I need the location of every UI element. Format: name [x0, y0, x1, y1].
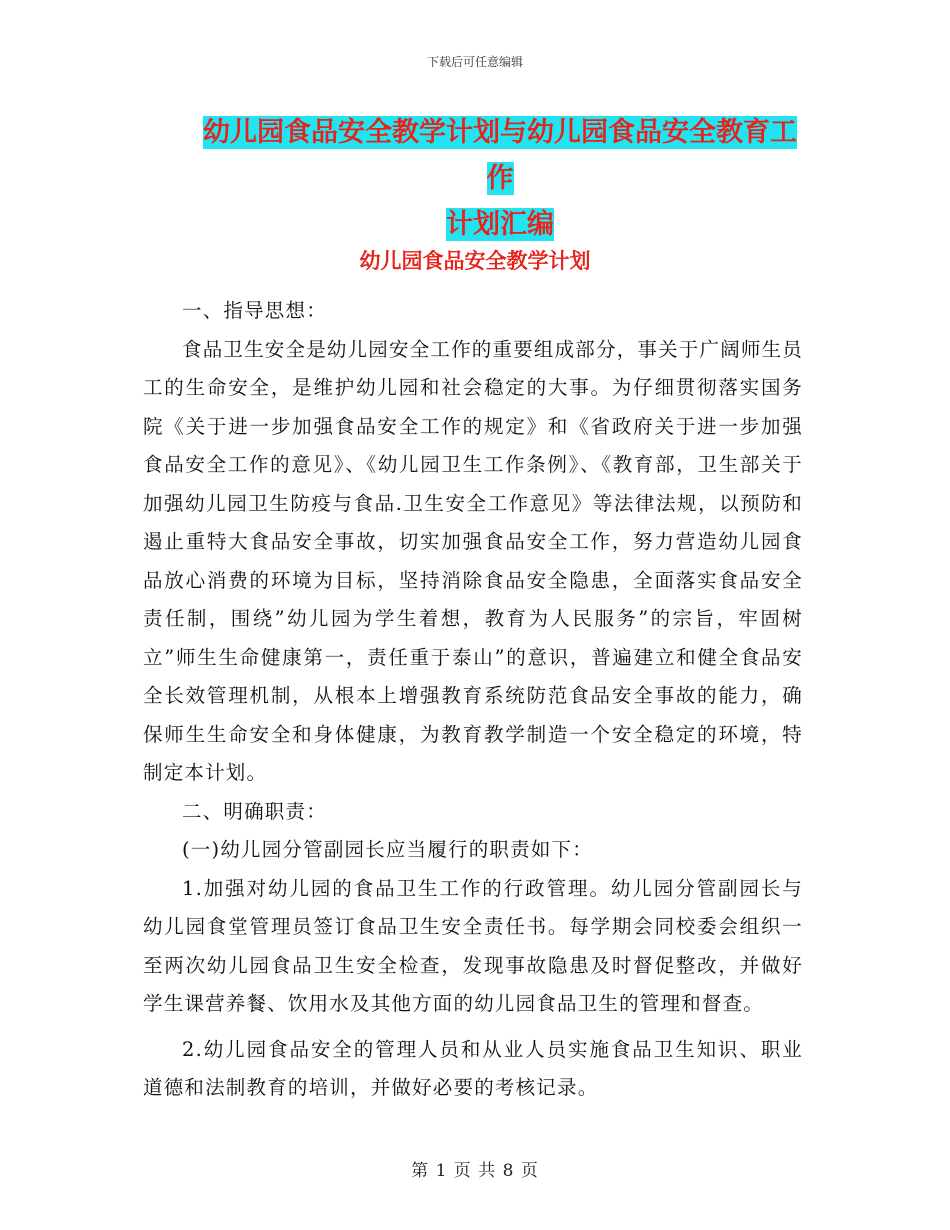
paragraph-item-1: 1.加强对幼儿园的食品卫生工作的行政管理。幼儿园分管副园长与幼儿园食堂管理员签订食品卫生安全责任书。每学期会同校委会组织一至两次幼儿园食品卫生安全检查，发现事故隐患及时督促整改，并做好学生课营养餐、饮用水及其他方面的幼儿园食品卫生的管理和督查。 — [143, 876, 803, 1015]
document-title-line-2: 计划汇编 — [446, 209, 554, 240]
subheading-vice-director: (一)幼儿园分管副园长应当履行的职责如下： — [182, 838, 593, 861]
page-number: 第 1 页 共 8 页 — [411, 1161, 539, 1181]
document-title-line-1: 幼儿园食品安全教学计划与幼儿园食品安全教育工作 — [203, 117, 797, 194]
paragraph-item-2: 2.幼儿园食品安全的管理人员和从业人员实施食品卫生知识、职业道德和法制教育的培训，并做好必要的考核记录。 — [143, 1037, 803, 1099]
heading-responsibilities: 二、明确职责： — [182, 799, 327, 823]
document-body — [143, 292, 803, 1108]
heading-guiding-thought: 一、指导思想： — [182, 299, 327, 322]
paragraph-guiding-thought: 食品卫生安全是幼儿园安全工作的重要组成部分，事关于广阔师生员工的生命安全，是维护幼儿园和社会稳定的大事。为仔细贯彻落实国务院《关于进一步加强食品安全工作的规定》和《省政府关于进一步加强食品安全工作的意见》、《幼儿园卫生工作条例》、《教育部，卫生部关于加强幼儿园卫生防疫与食品.卫生安全工作意见》等法律法规，以预防和遏止重特大食品安全事故，切实加强食品安全工作，努力营造幼儿园食品放心消费的环境为目标，坚持消除食品安全隐患，全面落实食品安全责任制，围绕”幼儿园为学生着想，教育为人民服务”的宗旨，牢固树立”师生生命健康第一，责任重于泰山”的意识，普遍建立和健全食品安全长效管理机制，从根本上增强教育系统防范食品安全事故的能力，确保师生生命安全和身体健康，为教育教学制造一个安全稳定的环境，特制定本计划。 — [143, 337, 804, 784]
header-note: 下载后可任意编辑 — [426, 55, 523, 69]
document-title — [190, 110, 810, 248]
section-title: 幼儿园食品安全教学计划 — [359, 249, 591, 273]
